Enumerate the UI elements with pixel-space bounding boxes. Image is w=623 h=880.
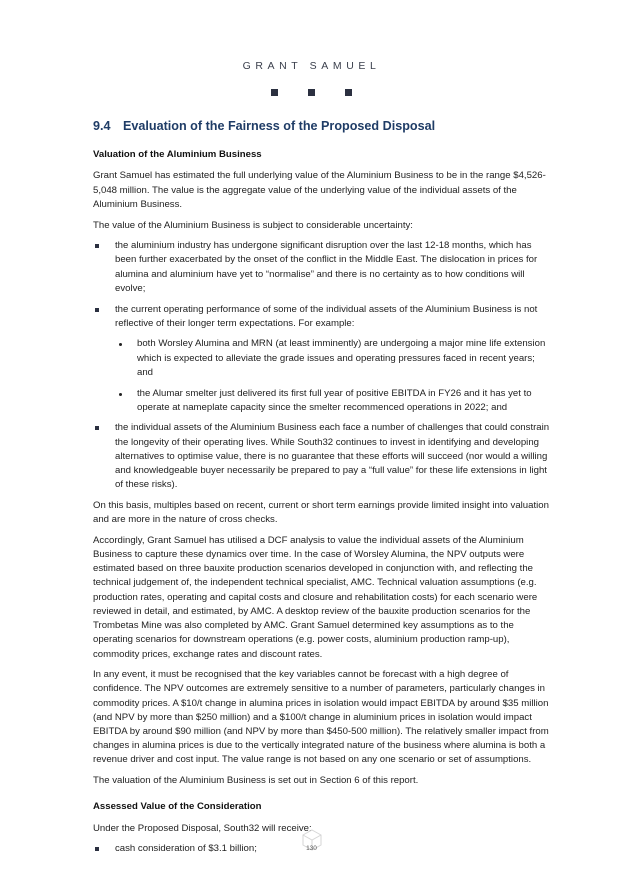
section-number: 9.4 [93, 119, 111, 133]
section-title: Evaluation of the Fairness of the Proposed Disposal [123, 119, 436, 133]
paragraph: In any event, it must be recognised that the key variables cannot be forecast with a high degree of confidence. The NPV outcomes are extremely sensitive to a number of parameters, particularly changes in commodity prices. A $10/t change in alumina prices in isolation would impact EBITDA by around $35 million (and NPV by more than $250 million) and a $100/t change in aluminium prices in isolation would impact EBITDA by around $90 million (and NPV by more than $450-500 million). The relatively smaller impact from changes in alumina prices is due to the vertically integrated nature of the business where alumina is both a revenue driver and cost input. The value range is not based on any one scenario or set of assumptions. [93, 669, 549, 766]
list-item: cash consideration of $3.1 billion; [93, 842, 553, 856]
page-number: 130 [306, 845, 317, 852]
paragraph: The valuation of the Aluminium Business is set out in Section 6 of this report. [93, 775, 419, 787]
paragraph: Under the Proposed Disposal, South32 will receive: [93, 822, 312, 834]
list-item: the aluminium industry has undergone significant disruption over the last 12-18 months, which has been further exacerbated by the onset of the conflict in the Middle East. The dislocation in prices for alumina and aluminium have yet to “normalise” and there is no certainty as to how conditions will evolve; [93, 239, 553, 296]
bullet-list [93, 239, 553, 492]
sub-list-item: the Alumar smelter just delivered its first full year of positive EBITDA in FY26 and it has yet to operate at nameplate capacity since the smelter recommenced operations in 2022; and [115, 387, 553, 415]
brand-dot [345, 89, 352, 96]
list-item: the current operating performance of some of the individual assets of the Aluminium Business is not reflective of their longer term expectations. For example: both Worsley Alumina and MRN (at least imminently) are undergoing a major mine life extension which is expected to alleviate the grade issues and operating pressures faced in recent years; and the Alumar smelter just delivered its first full year of positive EBITDA in FY26 and it has yet to operate at nameplate capacity since the smelter recommenced operations in 2022; and [93, 303, 553, 415]
section-heading [93, 119, 553, 133]
brand-logo-text: GRANT SAMUEL [242, 60, 381, 72]
brand-dots [271, 89, 353, 97]
brand-dot [271, 89, 278, 96]
sub-bullet-list [115, 337, 553, 415]
paragraph: On this basis, multiples based on recent, current or short term earnings provide limited insight into valuation and are more in the nature of cross checks. [93, 499, 549, 526]
paragraph: The value of the Aluminium Business is subject to considerable uncertainty: [93, 219, 413, 231]
document-body [93, 119, 553, 863]
sub-list-item: both Worsley Alumina and MRN (at least imminently) are undergoing a major mine life extension which is expected to alleviate the grade issues and operating pressures faced in recent years; and [115, 337, 553, 380]
paragraph: Grant Samuel has estimated the full underlying value of the Aluminium Business to be in the range $4,526-5,048 million. The value is the aggregate value of the underlying value of the individual assets of the Aluminium Business. [93, 170, 546, 210]
paragraph: Accordingly, Grant Samuel has utilised a DCF analysis to value the individual assets of the Aluminium Business to capture these dynamics over time. In the case of Worsley Alumina, the NPV outputs were estimated based on three bauxite production scenarios developed in conjunction with, and reflecting the technical judgement of, the independent technical specialist, AMC. Technical valuation assumptions (e.g. production rates, operating and capital costs and closure and rehabilitation costs) for each scenario were reviewed in detail, and estimated, by AMC. A desktop review of the bauxite production scenarios for the Trombetas Mine was also completed by AMC. Grant Samuel determined key assumptions as to the operating scenarios for downstream operations (e.g. power costs, aluminium production ramp-up), commodity prices, exchange rates and discount rates. [93, 534, 538, 660]
valuation-heading: Valuation of the Aluminium Business [93, 149, 262, 161]
consideration-heading: Assessed Value of the Consideration [93, 801, 262, 813]
brand-dot [308, 89, 315, 96]
list-item: the individual assets of the Aluminium Business each face a number of challenges that could constrain the longevity of their operating lives. While South32 continues to invest in identifying and developing alternatives to optimise value, there is no guarantee that these efforts will succeed (nor would a willing and knowledgeable buyer necessarily be prepared to pay a “full value” for these life extensions in light of these risks). [93, 421, 553, 492]
